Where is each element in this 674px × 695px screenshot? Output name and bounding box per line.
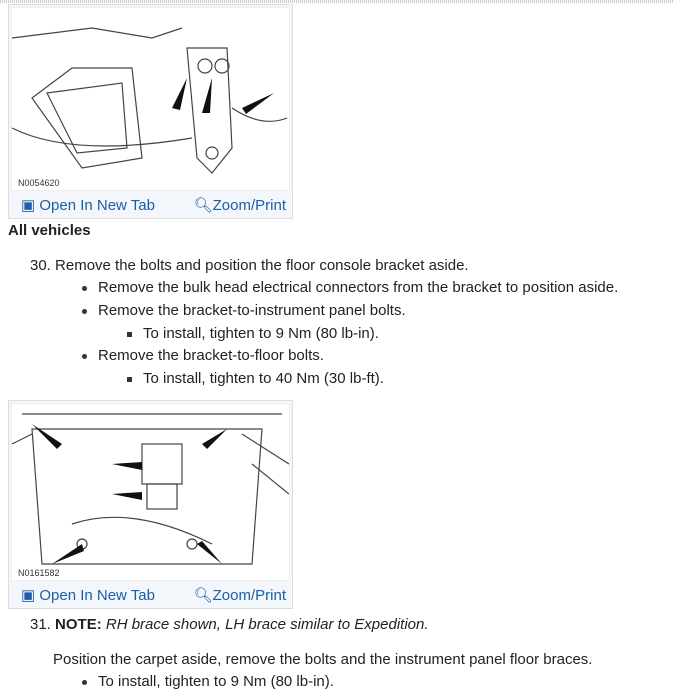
figure-1 — [8, 4, 293, 219]
step-number: 31. — [30, 616, 51, 633]
step-31-text: Position the carpet aside, remove the bolts and the instrument panel floor braces. — [53, 651, 593, 668]
step-30-sub-2: To install, tighten to 9 Nm (80 lb-in). — [143, 325, 379, 342]
section-heading: All vehicles — [8, 222, 91, 239]
step-30: 30. Remove the bolts and position the floor console bracket aside. — [30, 257, 469, 274]
step-31-bullet-1: To install, tighten to 9 Nm (80 lb-in). — [98, 673, 334, 690]
note-label: NOTE: — [55, 616, 102, 633]
open-in-new-tab-link[interactable]: ▣ Open In New Tab — [21, 196, 155, 214]
zoom-print-link[interactable] — [194, 586, 286, 604]
step-30-bullet-2: Remove the bracket-to-instrument panel bolts. — [98, 302, 406, 319]
figure-2 — [8, 400, 293, 609]
open-label: Open In New Tab — [39, 196, 155, 214]
console-bracket-illustration — [12, 8, 289, 190]
floor-brace-illustration — [12, 404, 289, 580]
zoom-label: Zoom/Print — [212, 586, 286, 604]
step-30-bullet-1: Remove the bulk head electrical connectors from the bracket to position aside. — [98, 279, 619, 296]
figure-code: N0054620 — [18, 178, 60, 188]
zoom-label: Zoom/Print — [212, 196, 286, 214]
figure-code: N0161582 — [18, 568, 60, 578]
diagram-image — [11, 403, 290, 581]
top-border — [0, 0, 674, 3]
step-30-bullet-3: Remove the bracket-to-floor bolts. — [98, 347, 324, 364]
open-label: Open In New Tab — [39, 586, 155, 604]
note-text: RH brace shown, LH brace similar to Expedition. — [105, 616, 429, 633]
diagram-image — [11, 7, 290, 191]
open-in-new-tab-link[interactable]: ▣ Open In New Tab — [21, 586, 155, 604]
zoom-icon: 🔍︎ — [193, 586, 213, 604]
step-31-note — [30, 616, 429, 633]
zoom-print-link[interactable] — [194, 196, 286, 214]
zoom-icon: 🔍︎ — [193, 196, 213, 214]
step-30-sub-3: To install, tighten to 40 Nm (30 lb-ft). — [143, 370, 384, 387]
